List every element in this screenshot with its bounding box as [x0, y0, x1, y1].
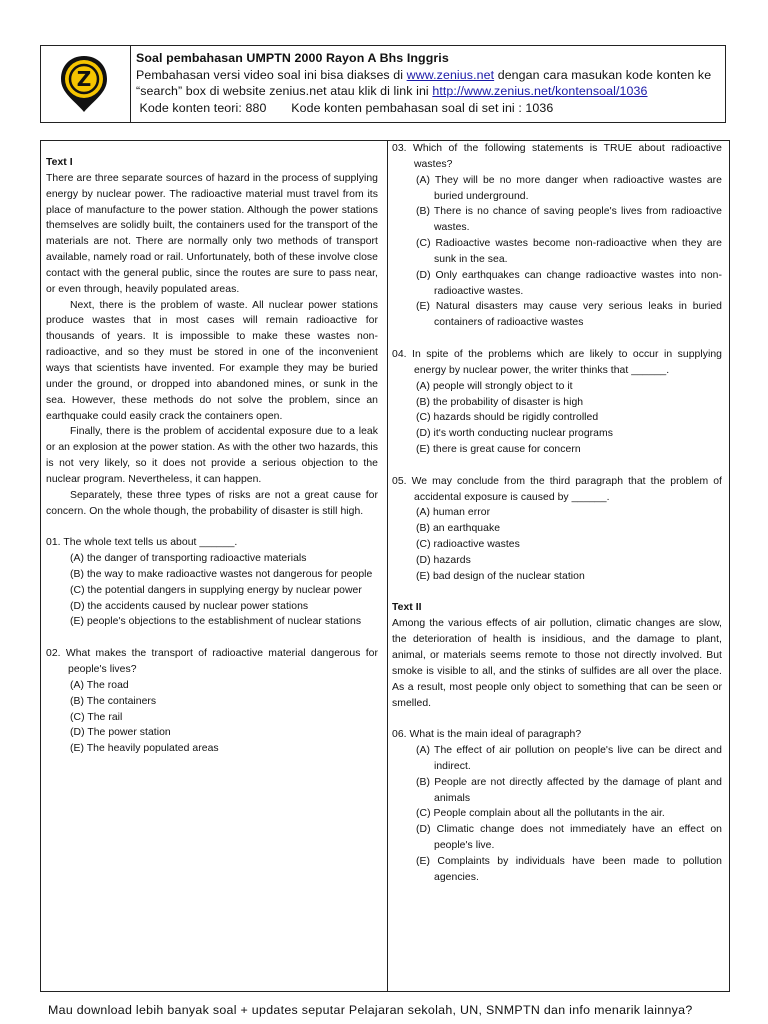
kontensoal-link[interactable]: http://www.zenius.net/kontensoal/1036	[432, 84, 648, 98]
question-06	[392, 727, 722, 885]
option-e[interactable]: (E) Natural disasters may cause very serious leaks in buried containers of radioactive wastes	[416, 301, 722, 329]
left-column	[46, 155, 378, 757]
option-a[interactable]: (A) The road	[70, 679, 129, 691]
option-a[interactable]: (A) the danger of transporting radioactive materials	[70, 553, 307, 565]
question-options	[392, 379, 722, 458]
question-options	[46, 678, 378, 757]
column-divider	[387, 141, 388, 991]
text-1-paragraph-3: Finally, there is the problem of accidental exposure due to a leak or an explosion at the power station. As with the other two hazards, this is not very likely, so it does not provide a serious objection to the nuclear program. Nevertheless, it can happen.	[46, 426, 378, 485]
spacer	[46, 630, 378, 646]
question-stem: 04. In spite of the problems which are likely to occur in supplying energy by nuclear power, the writer thinks that ______.	[392, 348, 722, 376]
question-05	[392, 474, 722, 585]
header-line-3	[136, 83, 721, 100]
text-1-paragraph-2: Next, there is the problem of waste. All nuclear power stations produce wastes that in most cases will remain radioactive for thousands of years. It is impossible to make these wastes non-radioactive, and so they must be stored in one of the inconvenient ways that scientists have invented. For example they may be buried under the ground, or dropped into abandoned mines, or sunk in the sea. However, these methods do not solve the problem, since an earthquake could easily crack the containers open.	[46, 299, 378, 422]
spacer	[392, 331, 722, 347]
option-b[interactable]: (B) The containers	[70, 695, 157, 707]
option-d[interactable]: (D) Only earthquakes can change radioactive wastes into non-radioactive wastes.	[416, 269, 722, 297]
option-d[interactable]: (D) The power station	[70, 727, 171, 739]
option-d[interactable]: (D) Climatic change does not immediately have an effect on people's live.	[416, 824, 722, 852]
spacer	[392, 585, 722, 601]
option-a[interactable]: (A) human error	[416, 507, 491, 519]
option-d[interactable]: (D) the accidents caused by nuclear power stations	[70, 600, 309, 612]
spacer	[392, 458, 722, 474]
option-a[interactable]: (A) people will strongly object to it	[416, 380, 573, 392]
text-2-heading: Text II	[392, 602, 422, 614]
option-b[interactable]: (B) People are not directly affected by the damage of plant and animals	[416, 776, 722, 804]
header-line-3-text: “search” box di website zenius.net atau klik di link ini	[136, 84, 433, 98]
text-1-paragraph-1: There are three separate sources of hazard in the process of supplying energy by nuclear power. The radioactive material must travel from its place of manufacture to the power station. Although the power stations themselves are solidly built, the containers used for the transport of the materials are not. There are normally only two methods of transport available, namely road or rail. Unfortunately, both of these involve close contact with the general public, since the routes are sure to pass near, or even through, heavily populated areas.	[46, 172, 378, 295]
option-d[interactable]: (D) hazards	[416, 554, 471, 566]
option-e[interactable]: (E) people's objections to the establishment of nuclear stations	[70, 616, 362, 628]
right-column	[392, 141, 722, 886]
option-e[interactable]: (E) Complaints by individuals have been made to pollution agencies.	[416, 855, 722, 883]
spacer	[392, 711, 722, 727]
option-a[interactable]: (A) The effect of air pollution on people's live can be direct and indirect.	[416, 745, 722, 772]
option-b[interactable]: (B) the probability of disaster is high	[416, 396, 584, 408]
question-stem: 01. The whole text tells us about ______.	[46, 537, 238, 549]
question-01	[46, 535, 378, 630]
option-c[interactable]: (C) hazards should be rigidly controlled	[416, 412, 599, 424]
option-c[interactable]: (C) Radioactive wastes become non-radioactive when they are sunk in the sea.	[416, 238, 722, 265]
zenius-logo-icon	[58, 54, 110, 114]
option-c[interactable]: (C) People complain about all the pollutants in the air.	[416, 808, 665, 820]
option-c[interactable]: (C) the potential dangers in supplying energy by nuclear power	[70, 584, 362, 596]
question-stem: 06. What is the main ideal of paragraph?	[392, 729, 582, 741]
option-c[interactable]: (C) The rail	[70, 711, 123, 723]
kode-konten-teori: Kode konten teori: 880	[139, 100, 267, 115]
logo-letter: Z	[76, 67, 92, 91]
question-03	[392, 141, 722, 331]
question-options	[392, 173, 722, 331]
option-e[interactable]: (E) The heavily populated areas	[70, 743, 219, 755]
option-d[interactable]: (D) it's worth conducting nuclear programs	[416, 428, 613, 440]
option-a[interactable]: (A) They will be no more danger when radioactive wastes are buried underground.	[416, 174, 722, 202]
question-02	[46, 646, 378, 757]
question-stem: 03. Which of the following statements is TRUE about radioactive wastes?	[392, 143, 722, 170]
header-text	[136, 50, 721, 116]
option-c[interactable]: (C) radioactive wastes	[416, 539, 520, 551]
question-options	[392, 505, 722, 584]
question-stem: 02. What makes the transport of radioactive material dangerous for people's lives?	[46, 648, 378, 675]
spacer	[46, 519, 378, 535]
question-sheet	[40, 140, 730, 992]
option-b[interactable]: (B) the way to make radioactive wastes not dangerous for people	[70, 568, 373, 580]
header-box	[40, 45, 726, 123]
header-title: Soal pembahasan UMPTN 2000 Rayon A Bhs Inggris	[136, 51, 449, 65]
question-stem: 05. We may conclude from the third paragraph that the problem of accidental exposure is caused by ______.	[392, 475, 722, 503]
question-options	[392, 743, 722, 886]
text-1-paragraph-4: Separately, these three types of risks are not a great cause for concern. On the whole though, the probability of disaster is still high.	[46, 489, 378, 517]
logo-cell	[41, 46, 131, 122]
question-options	[46, 551, 378, 630]
option-b[interactable]: (B) an earthquake	[416, 523, 501, 535]
kode-konten-pembahasan: Kode konten pembahasan soal di set ini : 1036	[291, 100, 554, 115]
text-2-paragraph: Among the various effects of air pollution, climatic changes are slow, the deterioration of health is insidious, and the damage to plant, animal, or materials seems remote to those not directly involved. But smoke is visible to all, and the stinks of sulfides are all over the place. As a result, most people only object to something that can be seen or smelled.	[392, 618, 722, 709]
zenius-site-link[interactable]: www.zenius.net	[406, 67, 495, 82]
header-line-2-text: Pembahasan versi video soal ini bisa diakses di	[136, 67, 407, 82]
text-1-heading: Text I	[46, 157, 73, 168]
option-e[interactable]: (E) bad design of the nuclear station	[416, 570, 585, 582]
option-b[interactable]: (B) There is no chance of saving people's lives from radioactive wastes.	[416, 206, 722, 234]
header-line-2	[136, 67, 721, 84]
header-line-4	[136, 100, 721, 117]
footer-promo-text: Mau download lebih banyak soal + updates seputar Pelajaran sekolah, UN, SNMPTN dan info menarik lainnya?	[48, 1003, 693, 1017]
question-04	[392, 347, 722, 458]
option-e[interactable]: (E) there is great cause for concern	[416, 444, 581, 456]
header-line-2-tail: dengan cara masukan kode konten ke	[494, 67, 712, 82]
